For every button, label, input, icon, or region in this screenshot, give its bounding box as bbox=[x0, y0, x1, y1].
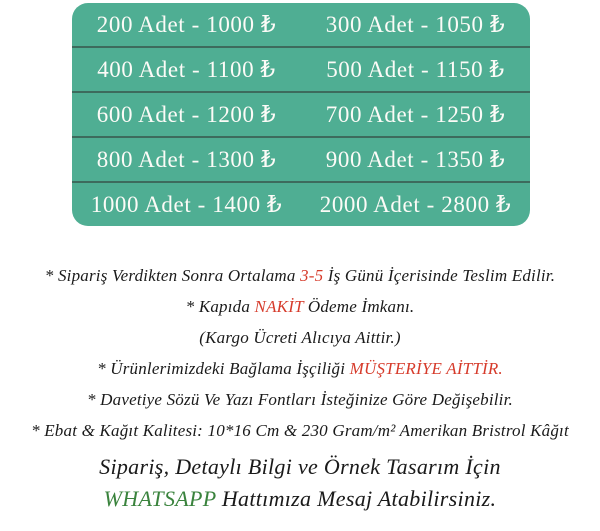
price-table bbox=[72, 3, 530, 226]
footer-cta bbox=[0, 451, 600, 515]
note-text: * Sipariş Verdikten Sonra Ortalama bbox=[44, 266, 301, 285]
note-highlight: NAKİT bbox=[254, 297, 304, 316]
price-cell: 700 Adet - 1250 ₺ bbox=[325, 101, 506, 127]
price-table-row bbox=[72, 3, 530, 46]
price-cell: 2000 Adet - 2800 ₺ bbox=[319, 191, 512, 217]
price-cell: 200 Adet - 1000 ₺ bbox=[96, 11, 277, 37]
footer-text: Hattımıza Mesaj Atabilirsiniz. bbox=[216, 486, 497, 511]
note-line-shipping bbox=[0, 322, 600, 353]
note-line-labor bbox=[0, 353, 600, 384]
note-line-payment bbox=[0, 291, 600, 322]
note-line-paper bbox=[0, 415, 600, 446]
note-text: * Davetiye Sözü Ve Yazı Fontları İsteğinize Göre Değişebilir. bbox=[87, 390, 513, 409]
note-text: * Kapıda bbox=[185, 297, 255, 316]
note-text: Ödeme İmkanı. bbox=[303, 297, 415, 316]
price-cell: 500 Adet - 1150 ₺ bbox=[326, 56, 505, 82]
price-table-row bbox=[72, 91, 530, 136]
price-cell: 400 Adet - 1100 ₺ bbox=[97, 56, 276, 82]
note-text: * Ebat & Kağıt Kalitesi: 10*16 Cm & 230 Gram/m² Amerikan Bristrol Kâğıt bbox=[31, 421, 569, 440]
price-cell: 600 Adet - 1200 ₺ bbox=[96, 101, 277, 127]
price-cell: 1000 Adet - 1400 ₺ bbox=[90, 191, 283, 217]
whatsapp-brand-text: WHATSAPP bbox=[103, 486, 217, 511]
price-cell: 300 Adet - 1050 ₺ bbox=[325, 11, 506, 37]
note-text: İş Günü İçerisinde Teslim Edilir. bbox=[323, 266, 556, 285]
price-table-row bbox=[72, 136, 530, 181]
note-line-delivery bbox=[0, 260, 600, 291]
note-text: * Ürünlerimizdeki Bağlama İşçiliği bbox=[97, 359, 350, 378]
price-cell: 800 Adet - 1300 ₺ bbox=[96, 146, 277, 172]
note-highlight: MÜŞTERİYE AİTTİR. bbox=[349, 359, 503, 378]
price-table-row bbox=[72, 181, 530, 226]
notes-section bbox=[0, 260, 600, 446]
footer-line2 bbox=[0, 483, 600, 515]
footer-line1: Sipariş, Detaylı Bilgi ve Örnek Tasarım İçin bbox=[99, 454, 501, 479]
note-text: (Kargo Ücreti Alıcıya Aittir.) bbox=[199, 328, 401, 347]
price-table-row bbox=[72, 46, 530, 91]
note-highlight: 3-5 bbox=[300, 266, 324, 285]
note-line-fonts bbox=[0, 384, 600, 415]
price-cell: 900 Adet - 1350 ₺ bbox=[325, 146, 506, 172]
